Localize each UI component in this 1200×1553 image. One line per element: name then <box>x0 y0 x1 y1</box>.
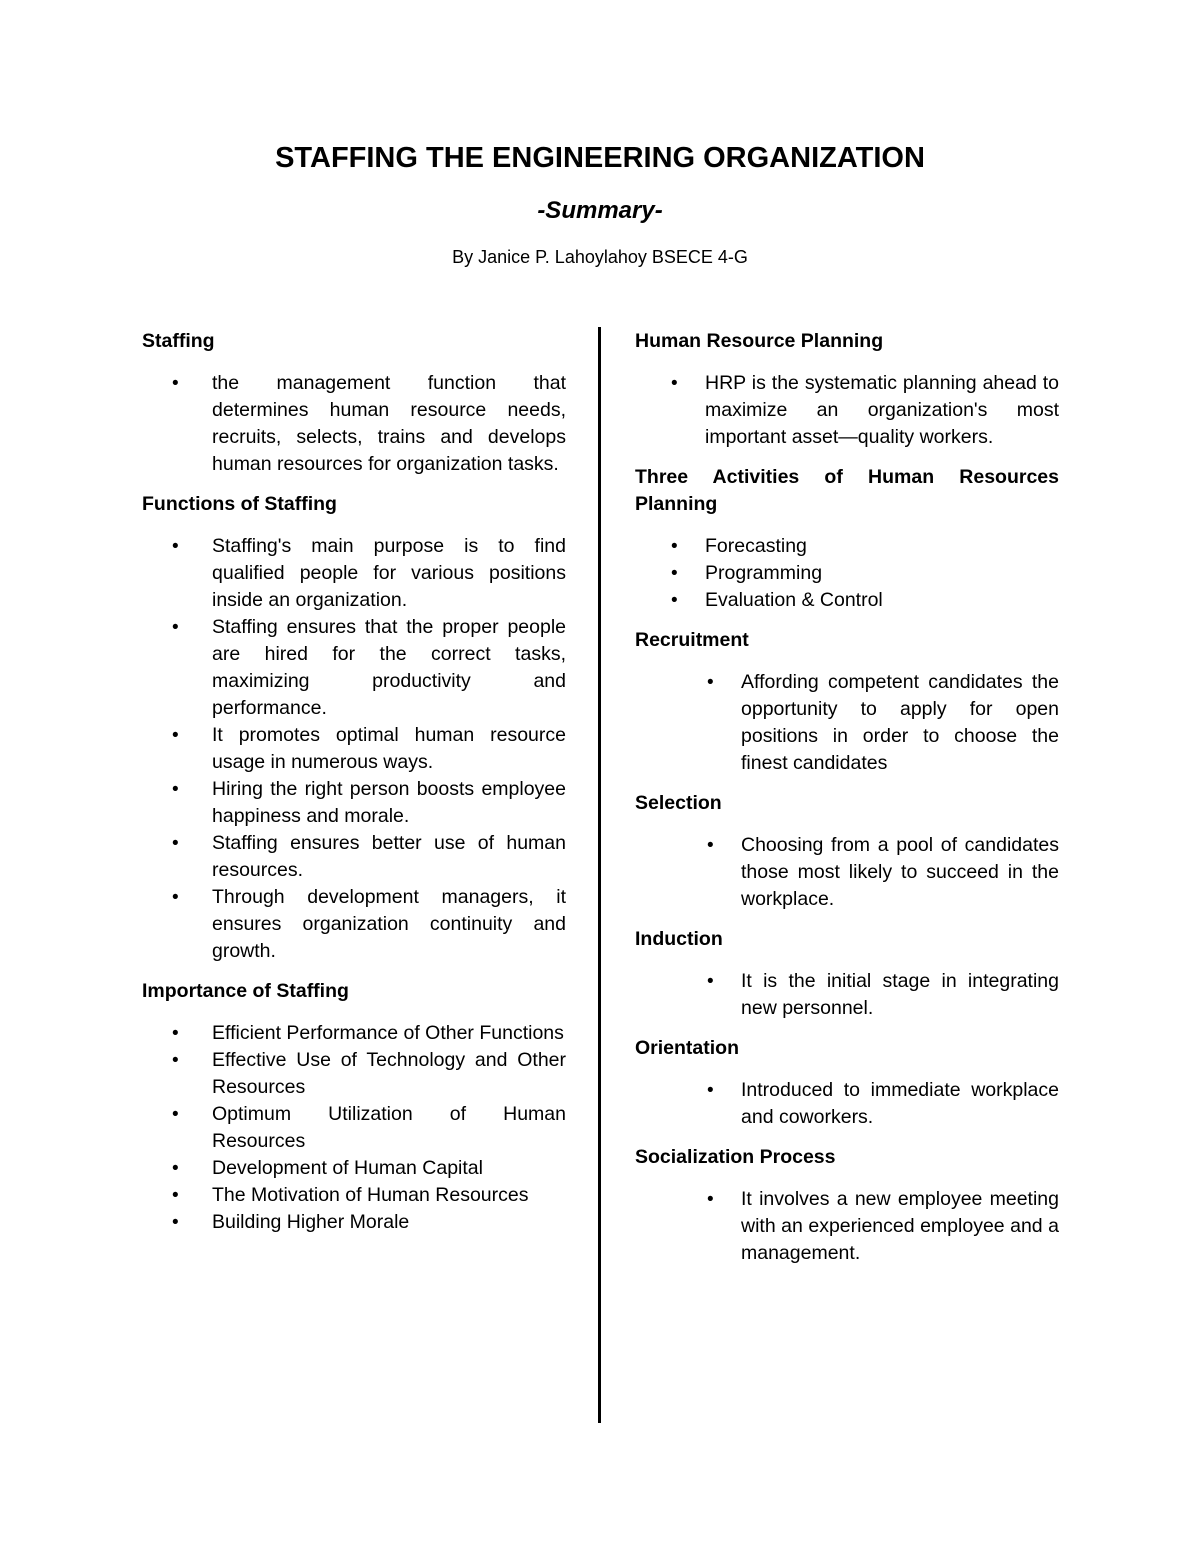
bullet-list-three-activities <box>635 533 1059 614</box>
bullet-list-orientation <box>635 1077 1059 1131</box>
section-heading-selection: Selection <box>635 792 722 814</box>
list-item: • It involves a new employee meeting with an experienced employee and a management. <box>707 1188 1059 1264</box>
section-heading-recruitment: Recruitment <box>635 629 749 651</box>
section-heading-staffing: Staffing <box>142 330 215 352</box>
section-heading-socialization-process: Socialization Process <box>635 1146 836 1168</box>
list-item: • Staffing's main purpose is to find qualified people for various positions inside an organization. <box>172 535 566 611</box>
bullet-icon: • <box>671 590 678 611</box>
list-item: • Development of Human Capital <box>142 1155 566 1182</box>
bullet-list-functions <box>142 533 566 965</box>
section-heading-human-resource-planning: Human Resource Planning <box>635 330 884 352</box>
list-item: • the management function that determines human resource needs, recruits, selects, trains and develops human resources for organization tasks. <box>172 372 566 475</box>
list-item: • Through development managers, it ensures organization continuity and growth. <box>172 886 566 962</box>
list-item: • HRP is the systematic planning ahead to maximize an organization's most important asset—quality workers. <box>671 372 1059 448</box>
list-item: • Staffing ensures better use of human resources. <box>172 832 566 881</box>
list-item: • It promotes optimal human resource usage in numerous ways. <box>172 724 566 773</box>
list-item: • Affording competent candidates the opportunity to apply for open positions in order to choose the finest candidates <box>707 671 1059 774</box>
section-heading-functions-of-staffing: Functions of Staffing <box>142 493 337 515</box>
document-title: STAFFING THE ENGINEERING ORGANIZATION <box>275 142 925 174</box>
bullet-icon: • <box>172 536 179 557</box>
bullet-list-staffing <box>142 370 566 478</box>
list-item: • Building Higher Morale <box>142 1209 566 1236</box>
bullet-icon: • <box>671 536 678 557</box>
list-item: • Choosing from a pool of candidates those most likely to succeed in the workplace. <box>707 834 1059 910</box>
bullet-icon: • <box>172 887 179 908</box>
bullet-icon: • <box>172 1158 179 1179</box>
bullet-icon: • <box>707 672 714 693</box>
bullet-icon: • <box>707 835 714 856</box>
bullet-icon: • <box>172 1212 179 1233</box>
list-item: • Forecasting <box>635 533 1059 560</box>
bullet-icon: • <box>172 373 179 394</box>
bullet-icon: • <box>707 1080 714 1101</box>
section-heading-importance-of-staffing: Importance of Staffing <box>142 980 349 1002</box>
bullet-list-hrp <box>635 370 1059 451</box>
list-item: • Effective Use of Technology and Other Resources <box>172 1049 566 1098</box>
list-item: • Evaluation & Control <box>635 587 1059 614</box>
document-author: By Janice P. Lahoylahoy BSECE 4-G <box>452 247 748 267</box>
list-item: • Staffing ensures that the proper people are hired for the correct tasks, maximizing productivity and performance. <box>172 616 566 719</box>
bullet-icon: • <box>172 725 179 746</box>
document-subtitle: -Summary- <box>537 197 663 224</box>
list-item: • The Motivation of Human Resources <box>142 1182 566 1209</box>
column-divider <box>598 327 601 1423</box>
bullet-list-importance <box>142 1020 566 1236</box>
list-item: • Hiring the right person boosts employee happiness and morale. <box>172 778 566 827</box>
bullet-icon: • <box>671 373 678 394</box>
list-item: • It is the initial stage in integrating new personnel. <box>707 970 1059 1019</box>
bullet-icon: • <box>707 971 714 992</box>
bullet-list-induction <box>635 968 1059 1022</box>
bullet-list-recruitment <box>635 669 1059 777</box>
section-heading-three-activities: Three Activities of Human Resources Planning <box>635 466 1059 515</box>
list-item: • Programming <box>635 560 1059 587</box>
bullet-icon: • <box>172 617 179 638</box>
section-heading-orientation: Orientation <box>635 1037 740 1059</box>
left-column <box>142 328 566 1249</box>
section-heading-induction: Induction <box>635 928 723 950</box>
bullet-list-selection <box>635 832 1059 913</box>
bullet-icon: • <box>172 1050 179 1071</box>
bullet-icon: • <box>172 1185 179 1206</box>
bullet-icon: • <box>671 563 678 584</box>
bullet-icon: • <box>172 1104 179 1125</box>
bullet-icon: • <box>172 779 179 800</box>
bullet-icon: • <box>707 1189 714 1210</box>
bullet-list-socialization <box>635 1186 1059 1267</box>
right-column <box>635 328 1059 1280</box>
bullet-icon: • <box>172 1023 179 1044</box>
list-item: • Efficient Performance of Other Functions <box>142 1020 566 1047</box>
list-item: • Introduced to immediate workplace and coworkers. <box>707 1079 1059 1128</box>
bullet-icon: • <box>172 833 179 854</box>
list-item: • Optimum Utilization of Human Resources <box>172 1103 566 1152</box>
